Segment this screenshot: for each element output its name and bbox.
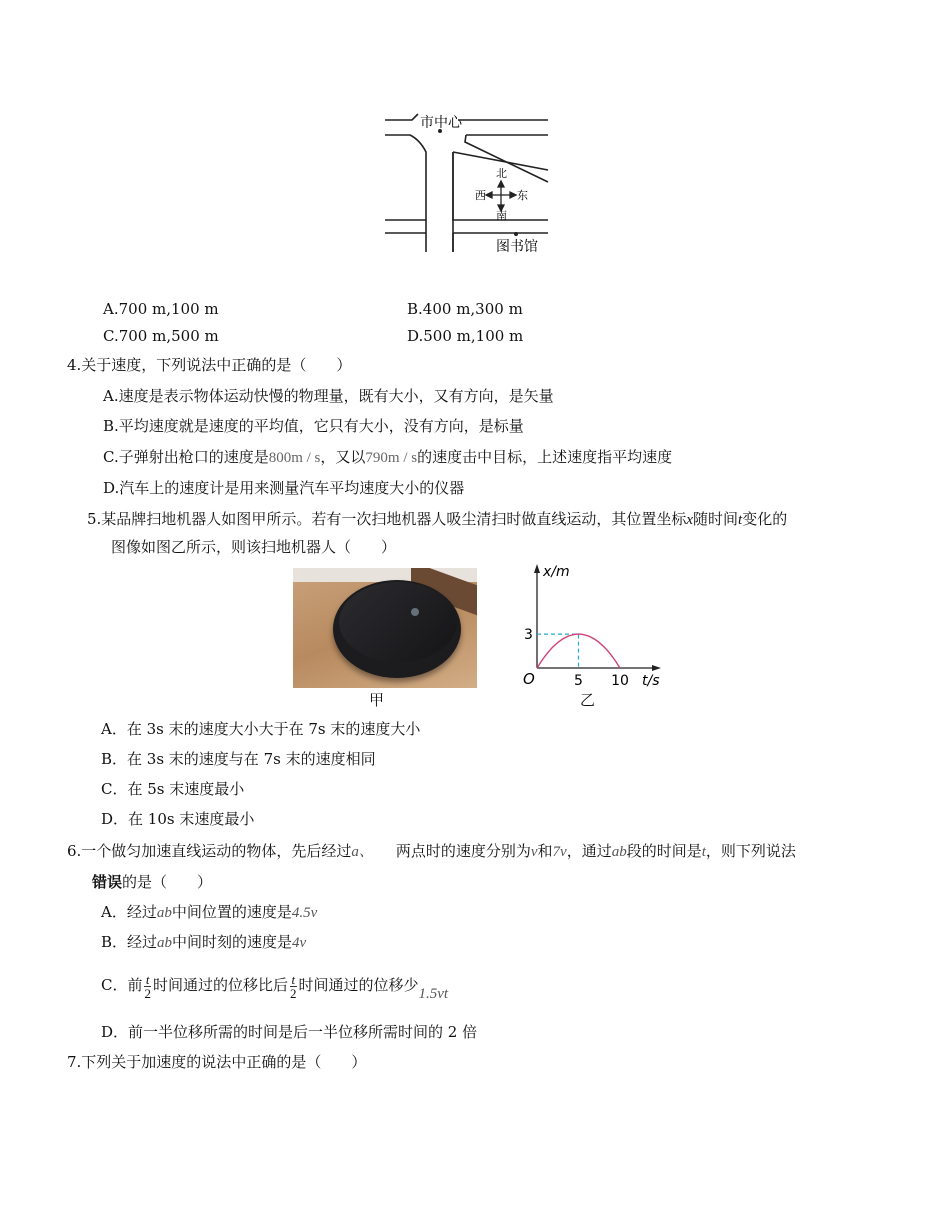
q7-stem: 7.下列关于加速度的说法中正确的是（ ） bbox=[67, 1053, 367, 1071]
q4-option-d: D.汽车上的速度计是用来测量汽车平均速度大小的仪器 bbox=[103, 479, 465, 497]
math-value: 1.5vt bbox=[418, 986, 449, 1002]
math-var: ab bbox=[611, 844, 627, 860]
emphasis-text: 错误 bbox=[92, 873, 123, 891]
map-south: 南 bbox=[496, 209, 507, 222]
compass-icon bbox=[486, 181, 516, 211]
text: ，则下列说法 bbox=[705, 842, 796, 860]
map-north: 北 bbox=[496, 167, 507, 180]
fig-b-caption: 乙 bbox=[580, 691, 596, 709]
q3-option-d: D.500 m,100 m bbox=[407, 327, 524, 345]
x-tick-label: 5 bbox=[574, 673, 583, 689]
q5-option-d: D．在 10s 末速度最小 bbox=[101, 810, 255, 828]
fraction-denominator: 2 bbox=[144, 985, 151, 1001]
robot-vacuum-photo bbox=[293, 568, 477, 688]
math-var: ab bbox=[157, 935, 173, 951]
math-var: t bbox=[701, 844, 706, 860]
text: 中间位置的速度是 bbox=[171, 903, 292, 921]
text: 5.某品牌扫地机器人如图甲所示。若有一次扫地机器人吸尘清扫时做直线运动，其位置坐标 bbox=[87, 510, 687, 528]
text: 的速度击中目标，上述速度指平均速度 bbox=[417, 448, 673, 466]
q3-option-c: C.700 m,500 m bbox=[103, 327, 219, 345]
text: 变化的 bbox=[742, 510, 788, 528]
y-axis-arrow bbox=[534, 564, 540, 573]
q3-option-b: B.400 m,300 m bbox=[407, 300, 523, 318]
math-value: 4v bbox=[292, 935, 307, 951]
math-var: ab bbox=[156, 905, 172, 921]
math-var: 7v bbox=[552, 844, 567, 860]
math-value: 4.5v bbox=[291, 905, 318, 921]
x-axis-label: t/s bbox=[642, 673, 660, 689]
math-var: t bbox=[738, 512, 743, 528]
position-time-chart bbox=[515, 560, 665, 710]
q4-option-b: B.平均速度就是速度的平均值，它只有大小，没有方向，是标量 bbox=[103, 417, 524, 435]
x-tick-label: 10 bbox=[611, 673, 629, 689]
map-figure bbox=[380, 100, 560, 260]
text: 中间时刻的速度是 bbox=[172, 933, 293, 951]
math-var: x bbox=[686, 512, 693, 528]
text: C.子弹射出枪口的速度是 bbox=[103, 448, 269, 466]
text: 段的时间是 bbox=[626, 842, 702, 860]
math-var: a、 bbox=[351, 844, 374, 860]
q4-stem: 4.关于速度，下列说法中正确的是（ ） bbox=[67, 356, 352, 374]
fraction bbox=[290, 973, 297, 1000]
map-city-center: 市中心 bbox=[420, 115, 462, 131]
map-west: 西 bbox=[475, 189, 486, 202]
fraction-numerator: t bbox=[291, 971, 296, 987]
q4-option-a: A.速度是表示物体运动快慢的物理量，既有大小，又有方向，是矢量 bbox=[103, 387, 554, 405]
q6-stem-line2 bbox=[92, 872, 212, 892]
math-value: 800m / s bbox=[268, 450, 321, 466]
text: 时间通过的位移比后 bbox=[152, 976, 288, 994]
q6-stem bbox=[67, 841, 796, 862]
text: 随时间 bbox=[693, 510, 739, 528]
text: ，又以 bbox=[320, 448, 366, 466]
q5-option-c: C．在 5s 末速度最小 bbox=[101, 780, 245, 798]
q5-stem bbox=[87, 509, 787, 530]
text: 两点时的速度分别为 bbox=[395, 842, 531, 860]
q3-option-a: A.700 m,100 m bbox=[103, 300, 219, 318]
text: 和 bbox=[537, 842, 553, 860]
q6-option-b bbox=[101, 932, 306, 953]
math-value: 790m / s bbox=[365, 450, 418, 466]
map-library: 图书馆 bbox=[496, 239, 538, 255]
q6-option-a bbox=[101, 902, 317, 923]
peak-guide-lines bbox=[537, 634, 579, 668]
q5-option-a: A．在 3s 末的速度大小大于在 7s 末的速度大小 bbox=[101, 720, 421, 738]
q5-stem-line2: 图像如图乙所示，则该扫地机器人（ ） bbox=[111, 538, 397, 556]
text: ，通过 bbox=[566, 842, 612, 860]
text: C．前 bbox=[101, 976, 143, 994]
text: A．经过 bbox=[101, 903, 157, 921]
text: 时间通过的位移少 bbox=[298, 976, 419, 994]
fraction bbox=[144, 973, 151, 1000]
math-var: v bbox=[530, 844, 538, 860]
text: B．经过 bbox=[101, 933, 158, 951]
y-tick-label: 3 bbox=[524, 627, 533, 644]
q4-option-c bbox=[103, 447, 672, 468]
text: 6.一个做匀加速直线运动的物体，先后经过 bbox=[67, 842, 352, 860]
text: 的是（ ） bbox=[122, 873, 213, 891]
fraction-denominator: 2 bbox=[290, 985, 297, 1001]
origin-label: O bbox=[523, 670, 535, 688]
q6-option-d: D．前一半位移所需的时间是后一半位移所需时间的 2 倍 bbox=[101, 1023, 478, 1041]
x-axis-arrow bbox=[652, 665, 661, 671]
fig-a-caption: 甲 bbox=[369, 691, 385, 709]
q5-option-b: B．在 3s 末的速度与在 7s 末的速度相同 bbox=[101, 750, 376, 768]
map-east: 东 bbox=[517, 189, 528, 202]
y-axis-label: x/m bbox=[543, 564, 570, 580]
fraction-numerator: t bbox=[145, 971, 150, 987]
q6-option-c bbox=[101, 970, 448, 1001]
